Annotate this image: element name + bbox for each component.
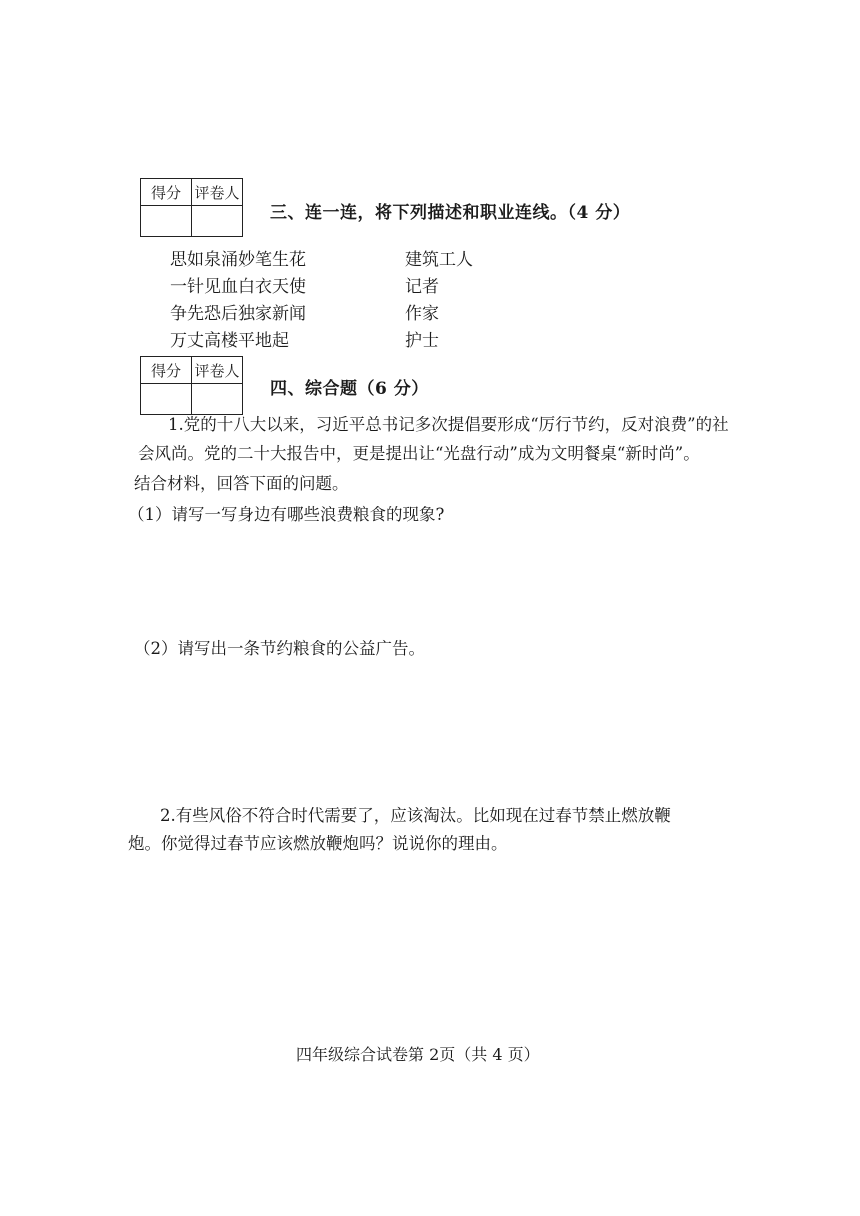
description-item[interactable]: 争先恐后独家新闻: [170, 304, 306, 324]
grader-header: 评卷人: [192, 179, 243, 206]
job-item[interactable]: 作家: [405, 304, 439, 324]
description-item[interactable]: 一针见血白衣天使: [170, 277, 306, 297]
score-table-section4: [140, 356, 243, 415]
question1-line: 1.党的十八大以来，习近平总书记多次提倡要形成“厉行节约，反对浪费”的社: [168, 415, 729, 434]
answer-area-q1-sub1[interactable]: [140, 535, 700, 625]
page-footer: 四年级综合试卷第 2页（共 4 页）: [296, 1045, 540, 1064]
grader-header: 评卷人: [192, 357, 243, 384]
answer-area-q2[interactable]: [140, 870, 700, 1020]
question2-line: 炮。你觉得过春节应该燃放鞭炮吗？说说你的理由。: [128, 834, 508, 853]
question1-line: 会风尚。党的二十大报告中，更是提出让“光盘行动”成为文明餐桌“新时尚”。: [138, 444, 700, 463]
section4-title: 四、综合题（6 分）: [270, 379, 429, 399]
score-cell[interactable]: [141, 206, 192, 237]
section3-title: 三、连一连，将下列描述和职业连线。（4 分）: [270, 203, 631, 223]
job-item[interactable]: 建筑工人: [405, 250, 473, 270]
score-header: 得分: [141, 179, 192, 206]
question1-sub1: （1）请写一写身边有哪些浪费粮食的现象?: [128, 505, 445, 524]
question2-line: 2.有些风俗不符合时代需要了，应该淘汰。比如现在过春节禁止燃放鞭: [160, 806, 671, 825]
grader-cell[interactable]: [192, 206, 243, 237]
question1-line: 结合材料，回答下面的问题。: [134, 474, 349, 493]
description-item[interactable]: 万丈高楼平地起: [170, 331, 289, 351]
description-item[interactable]: 思如泉涌妙笔生花: [170, 250, 306, 270]
question1-sub2: （2）请写出一条节约粮食的公益广告。: [134, 639, 425, 658]
job-item[interactable]: 记者: [405, 277, 439, 297]
job-item[interactable]: 护士: [405, 331, 439, 351]
answer-area-q1-sub2[interactable]: [140, 670, 700, 780]
score-header: 得分: [141, 357, 192, 384]
score-table-section3: [140, 178, 243, 237]
